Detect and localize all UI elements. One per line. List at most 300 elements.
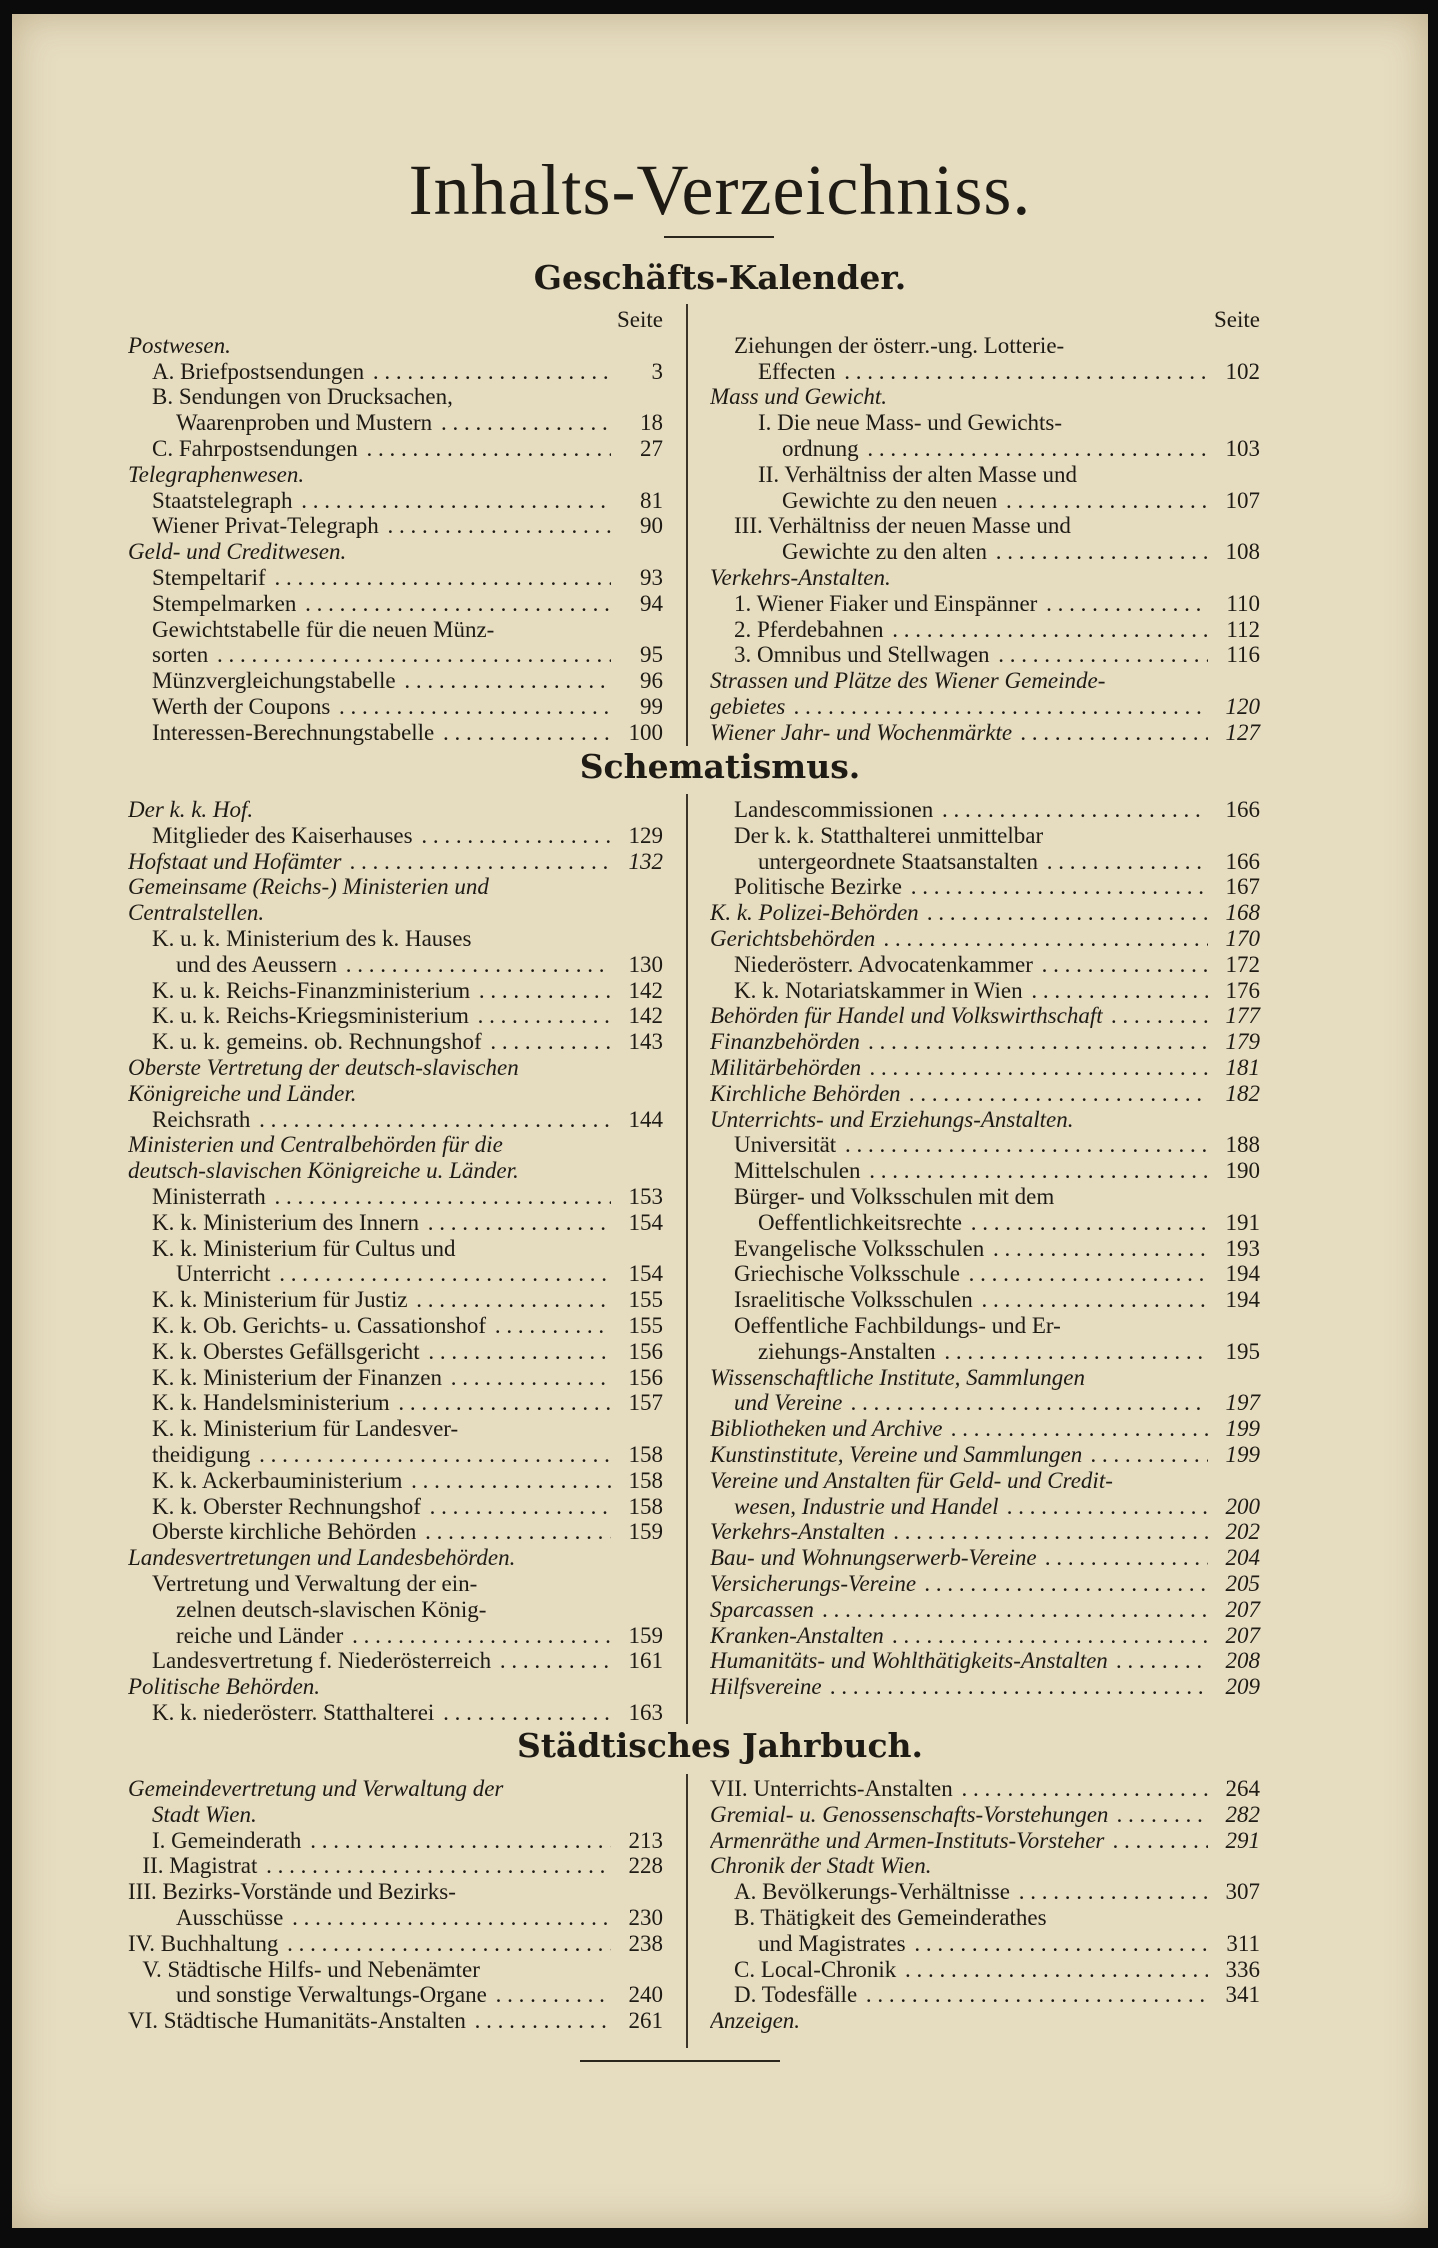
- page-number: 172: [1212, 952, 1260, 978]
- toc-entry: [710, 1210, 1260, 1236]
- toc-entry-label: K. k. Oberster Rechnungshof: [152, 1494, 424, 1519]
- toc-entry: [128, 384, 663, 410]
- toc-entry-label: wesen, Industrie und Handel: [734, 1494, 1001, 1519]
- page-number: 230: [615, 1905, 663, 1931]
- page-number: 108: [1212, 539, 1260, 565]
- toc-category: [710, 900, 1260, 926]
- toc-entry-label: Der k. k. Hof.: [128, 797, 256, 822]
- page-number: 197: [1212, 1390, 1260, 1416]
- page-number: 240: [615, 1982, 663, 2008]
- toc-entry: [128, 1519, 663, 1545]
- toc-entry-label: Ausschüsse: [176, 1905, 286, 1930]
- page-number: 207: [1212, 1623, 1260, 1649]
- toc-entry: [128, 1184, 663, 1210]
- toc-entry: [710, 1339, 1260, 1365]
- toc-category: [128, 1545, 663, 1571]
- page-number: 158: [615, 1468, 663, 1494]
- page-number: 158: [615, 1494, 663, 1520]
- toc-entry-label: Oeffentlichkeitsrechte: [758, 1210, 965, 1235]
- page-number: 168: [1212, 900, 1260, 926]
- toc-entry-label: K. k. Handelsministerium: [152, 1390, 393, 1415]
- toc-entry-label: K. k. Polizei-Behörden: [710, 900, 922, 925]
- toc-entry-label: Universität: [734, 1132, 839, 1157]
- toc-entry-label: Geld- und Creditwesen.: [128, 539, 349, 564]
- toc-entry: [128, 694, 663, 720]
- column-divider: [686, 304, 688, 746]
- toc-entry-label: gebietes: [710, 694, 788, 719]
- column-divider: [686, 794, 688, 1724]
- toc-entry-label: Versicherungs-Vereine: [710, 1571, 919, 1596]
- toc-entry: [128, 720, 663, 746]
- toc-entry-label: Unterrichts- und Erziehungs-Anstalten.: [710, 1107, 1077, 1132]
- toc-entry: [128, 1879, 663, 1905]
- toc-entry-label: Stempeltarif: [152, 565, 269, 590]
- toc-category: [710, 1365, 1260, 1391]
- toc-column-left: [128, 1776, 663, 2034]
- toc-entry-label: K. k. Notariatskammer in Wien: [734, 978, 1026, 1003]
- page-number: 181: [1212, 1055, 1260, 1081]
- toc-entry: [128, 952, 663, 978]
- toc-entry-label: Gremial- u. Genossenschafts-Vorstehungen: [710, 1802, 1111, 1827]
- toc-entry-label: B. Sendungen von Drucksachen,: [152, 384, 456, 409]
- toc-category: [128, 1132, 663, 1158]
- toc-entry: [710, 617, 1260, 643]
- toc-entry-label: sorten: [152, 642, 211, 667]
- toc-entry: [128, 642, 663, 668]
- toc-entry: [128, 565, 663, 591]
- toc-entry-label: Oberste kirchliche Behörden: [152, 1519, 419, 1544]
- section-heading-staedtisches-jahrbuch: Städtisches Jahrbuch.: [516, 1726, 924, 1765]
- toc-category: [128, 539, 663, 565]
- toc-entry-label: Effecten: [758, 359, 838, 384]
- toc-entry-label: Kunstinstitute, Vereine und Sammlungen: [710, 1442, 1085, 1467]
- toc-entry: [710, 1313, 1260, 1339]
- toc-entry-label: K. k. Ministerium des Innern: [152, 1210, 422, 1235]
- toc-entry-label: Stempelmarken: [152, 591, 299, 616]
- toc-entry: [128, 488, 663, 514]
- page-number: 194: [1212, 1261, 1260, 1287]
- toc-category: [710, 1494, 1260, 1520]
- toc-entry-label: Landesvertretung f. Niederösterreich: [152, 1648, 494, 1673]
- toc-entry: [710, 462, 1260, 488]
- toc-column-right: [710, 1776, 1260, 2034]
- toc-entry-label: ordnung: [782, 436, 862, 461]
- toc-entry-label: K. u. k. Ministerium des k. Hauses: [152, 926, 474, 951]
- toc-entry-label: reiche und Länder: [176, 1623, 346, 1648]
- toc-entry-label: Chronik der Stadt Wien.: [710, 1853, 934, 1878]
- toc-entry-label: Mass und Gewicht.: [710, 384, 890, 409]
- page-number: 95: [615, 642, 663, 668]
- toc-entry: [128, 1339, 663, 1365]
- page-number: 129: [615, 823, 663, 849]
- page-number: 142: [615, 1003, 663, 1029]
- toc-entry-label: C. Fahrpostsendungen: [152, 436, 361, 461]
- page-number: 199: [1212, 1442, 1260, 1468]
- page-number: 205: [1212, 1571, 1260, 1597]
- toc-entry: [128, 617, 663, 643]
- page-number: 116: [1212, 642, 1260, 668]
- page-number: 207: [1212, 1597, 1260, 1623]
- page-number: 161: [615, 1648, 663, 1674]
- toc-category: [710, 668, 1260, 694]
- toc-entry-label: I. Die neue Mass- und Gewichts-: [758, 410, 1065, 435]
- toc-category: [128, 333, 663, 359]
- toc-entry-label: A. Briefpostsendungen: [152, 359, 367, 384]
- toc-entry: [128, 1287, 663, 1313]
- toc-category: [710, 1029, 1260, 1055]
- page-number: 177: [1212, 1003, 1260, 1029]
- toc-category: [710, 926, 1260, 952]
- toc-entry-label: Wiener Jahr- und Wochenmärkte: [710, 720, 1015, 745]
- page-number: 18: [615, 410, 663, 436]
- toc-category: [710, 1442, 1260, 1468]
- toc-entry: [710, 1879, 1260, 1905]
- page-title: Inhalts-Verzeichniss.: [408, 150, 1032, 230]
- toc-entry-label: Behörden für Handel und Volkswirthschaft: [710, 1003, 1106, 1028]
- toc-category: [710, 1597, 1260, 1623]
- toc-entry: [710, 1132, 1260, 1158]
- toc-entry: [710, 1236, 1260, 1262]
- page-number: 153: [615, 1184, 663, 1210]
- toc-entry-label: Landescommissionen: [734, 797, 936, 822]
- toc-entry: [128, 410, 663, 436]
- column-divider: [686, 1774, 688, 2048]
- toc-entry-label: und Magistrates: [758, 1931, 909, 1956]
- toc-category: [128, 1055, 663, 1081]
- toc-entry: [128, 1571, 663, 1597]
- page-number: 142: [615, 978, 663, 1004]
- toc-entry-label: 1. Wiener Fiaker und Einspänner: [734, 591, 1040, 616]
- toc-entry-label: Telegraphenwesen.: [128, 462, 307, 487]
- toc-entry: [128, 1003, 663, 1029]
- page-column-header: Seite: [1214, 307, 1260, 332]
- toc-entry-label: und des Aeussern: [176, 952, 340, 977]
- toc-entry-label: Werth der Coupons: [152, 694, 333, 719]
- toc-entry-label: K. k. Ministerium für Cultus und: [152, 1236, 458, 1261]
- toc-category: [710, 1390, 1260, 1416]
- page-number: 213: [615, 1828, 663, 1854]
- toc-entry: [128, 1828, 663, 1854]
- toc-column-right: [710, 307, 1260, 746]
- toc-entry-label: Wissenschaftliche Institute, Sammlungen: [710, 1365, 1088, 1390]
- page-number: 194: [1212, 1287, 1260, 1313]
- toc-entry-label: Politische Bezirke: [734, 874, 905, 899]
- toc-entry: [128, 823, 663, 849]
- toc-entry-label: Vereine und Anstalten für Geld- und Credit-: [710, 1468, 1116, 1493]
- page-number: 182: [1212, 1081, 1260, 1107]
- toc-entry: [710, 591, 1260, 617]
- toc-entry-label: III. Bezirks-Vorstände und Bezirks-: [128, 1879, 459, 1904]
- toc-category: [710, 1107, 1260, 1133]
- page-number: 143: [615, 1029, 663, 1055]
- page-number: 199: [1212, 1416, 1260, 1442]
- toc-entry: [710, 539, 1260, 565]
- toc-entry: [710, 1261, 1260, 1287]
- page-number: 188: [1212, 1132, 1260, 1158]
- toc-entry: [710, 1905, 1260, 1931]
- toc-entry: [128, 1853, 663, 1879]
- toc-entry-label: K. k. Ministerium der Finanzen: [152, 1365, 445, 1390]
- toc-entry-label: K. k. niederösterr. Statthalterei: [152, 1700, 437, 1725]
- toc-entry-label: Interessen-Berechnungstabelle: [152, 720, 437, 745]
- toc-entry-label: Humanitäts- und Wohlthätigkeits-Anstalten: [710, 1648, 1111, 1673]
- page-number: 96: [615, 668, 663, 694]
- toc-entry-label: Gewichte zu den neuen: [782, 488, 1000, 513]
- toc-entry: [710, 513, 1260, 539]
- toc-entry-label: K. k. Ob. Gerichts- u. Cassationshof: [152, 1313, 489, 1338]
- toc-category: [710, 1828, 1260, 1854]
- page-number: 341: [1212, 1982, 1260, 2008]
- toc-category: [710, 1416, 1260, 1442]
- toc-category: [128, 797, 663, 823]
- toc-entry-label: Königreiche und Länder.: [128, 1081, 360, 1106]
- page-number: 261: [615, 2008, 663, 2034]
- page-number: 190: [1212, 1158, 1260, 1184]
- toc-entry: [710, 359, 1260, 385]
- page-number: 166: [1212, 797, 1260, 823]
- page-number: 155: [615, 1313, 663, 1339]
- toc-entry-label: Evangelische Volksschulen: [734, 1236, 987, 1261]
- toc-entry: [128, 1494, 663, 1520]
- page-number: 307: [1212, 1879, 1260, 1905]
- toc-entry: [710, 797, 1260, 823]
- toc-entry: [710, 952, 1260, 978]
- section-heading-geschaefts-kalender: Geschäfts-Kalender.: [533, 258, 907, 297]
- toc-entry-label: V. Städtische Hilfs- und Nebenämter: [142, 1957, 482, 1982]
- toc-category: [128, 900, 663, 926]
- toc-entry-label: Centralstellen.: [128, 900, 267, 925]
- page-number: 3: [615, 359, 663, 385]
- page-number: 156: [615, 1339, 663, 1365]
- page-number: 159: [615, 1623, 663, 1649]
- toc-entry: [128, 978, 663, 1004]
- toc-category: [710, 384, 1260, 410]
- toc-entry: [128, 1957, 663, 1983]
- toc-entry-label: Anzeigen.: [710, 2008, 803, 2033]
- toc-entry-label: Wiener Privat-Telegraph: [152, 513, 382, 538]
- toc-entry: [128, 1905, 663, 1931]
- toc-entry-label: Unterricht: [176, 1261, 274, 1286]
- toc-category: [710, 1081, 1260, 1107]
- toc-entry: [710, 1287, 1260, 1313]
- toc-entry-label: K. k. Ministerium für Justiz: [152, 1287, 411, 1312]
- toc-entry: [710, 333, 1260, 359]
- toc-entry: [710, 488, 1260, 514]
- toc-entry: [710, 849, 1260, 875]
- page-number: 170: [1212, 926, 1260, 952]
- toc-entry-label: Vertretung und Verwaltung der ein-: [152, 1571, 480, 1596]
- toc-entry-label: Gewichte zu den alten: [782, 539, 990, 564]
- toc-entry-label: Militärbehörden: [710, 1055, 864, 1080]
- page-number: 264: [1212, 1776, 1260, 1802]
- toc-entry-label: Landesvertretungen und Landesbehörden.: [128, 1545, 518, 1570]
- page-number: 99: [615, 694, 663, 720]
- toc-entry: [128, 668, 663, 694]
- toc-entry: [128, 1365, 663, 1391]
- toc-entry-label: Mitglieder des Kaiserhauses: [152, 823, 416, 848]
- page-number: 102: [1212, 359, 1260, 385]
- toc-entry-label: Oberste Vertretung der deutsch-slavischen: [128, 1055, 522, 1080]
- closing-rule: [580, 2060, 780, 2062]
- page-number: 202: [1212, 1519, 1260, 1545]
- page-number: 208: [1212, 1648, 1260, 1674]
- toc-entry-label: Gemeinsame (Reichs-) Ministerien und: [128, 874, 492, 899]
- toc-entry: [710, 874, 1260, 900]
- toc-entry-label: Ziehungen der österr.-ung. Lotterie-: [734, 333, 1067, 358]
- toc-category: [128, 1674, 663, 1700]
- toc-entry: [710, 823, 1260, 849]
- page-number: 112: [1212, 617, 1260, 643]
- toc-category: [710, 1802, 1260, 1828]
- toc-entry: [710, 1931, 1260, 1957]
- page-number: 204: [1212, 1545, 1260, 1571]
- toc-entry: [710, 1184, 1260, 1210]
- toc-entry: [128, 926, 663, 952]
- title-rule: [664, 236, 774, 238]
- toc-entry-label: Staatstelegraph: [152, 488, 296, 513]
- toc-entry: [128, 1029, 663, 1055]
- toc-category: [710, 2008, 1260, 2034]
- toc-category: [710, 1571, 1260, 1597]
- toc-entry-label: VI. Städtische Humanitäts-Anstalten: [128, 2008, 469, 2033]
- page-number: 120: [1212, 694, 1260, 720]
- toc-entry-label: Hofstaat und Hofämter: [128, 849, 344, 874]
- page-number: 179: [1212, 1029, 1260, 1055]
- toc-entry-label: Finanzbehörden: [710, 1029, 863, 1054]
- toc-entry-label: Verkehrs-Anstalten.: [710, 565, 894, 590]
- toc-category: [710, 1468, 1260, 1494]
- page-number: 110: [1212, 591, 1260, 617]
- page-number: 100: [615, 720, 663, 746]
- toc-entry-label: K. k. Oberstes Gefällsgericht: [152, 1339, 423, 1364]
- toc-entry-label: K. k. Ministerium für Landesver-: [152, 1416, 461, 1441]
- toc-entry-label: Niederösterr. Advocatenkammer: [734, 952, 1036, 977]
- toc-entry-label: I. Gemeinderath: [152, 1828, 304, 1853]
- toc-entry-label: ziehungs-Anstalten: [758, 1339, 939, 1364]
- toc-entry: [710, 436, 1260, 462]
- toc-entry-label: Oeffentliche Fachbildungs- und Er-: [734, 1313, 1064, 1338]
- toc-category: [128, 849, 663, 875]
- toc-entry: [710, 978, 1260, 1004]
- page-number: 127: [1212, 720, 1260, 746]
- toc-category: [128, 462, 663, 488]
- toc-entry: [128, 1623, 663, 1649]
- toc-entry: [128, 1236, 663, 1262]
- page-number: 90: [615, 513, 663, 539]
- toc-category: [128, 1081, 663, 1107]
- page-number: 159: [615, 1519, 663, 1545]
- toc-entry-label: und Vereine: [734, 1390, 845, 1415]
- toc-entry: [128, 513, 663, 539]
- toc-entry-label: Gerichtsbehörden: [710, 926, 878, 951]
- toc-entry-label: Ministerrath: [152, 1184, 269, 1209]
- toc-entry: [128, 1648, 663, 1674]
- toc-entry-label: K. u. k. gemeins. ob. Rechnungshof: [152, 1029, 485, 1054]
- toc-entry-label: Israelitische Volksschulen: [734, 1287, 976, 1312]
- toc-entry-label: K. u. k. Reichs-Finanzministerium: [152, 978, 473, 1003]
- page-number: 103: [1212, 436, 1260, 462]
- toc-entry-label: Bau- und Wohnungserwerb-Vereine: [710, 1545, 1040, 1570]
- page-sheet: [12, 14, 1428, 2228]
- toc-category: [710, 1648, 1260, 1674]
- page-number: 107: [1212, 488, 1260, 514]
- toc-entry-label: und sonstige Verwaltungs-Organe: [176, 1982, 490, 2007]
- toc-entry-label: Ministerien und Centralbehörden für die: [128, 1132, 506, 1157]
- toc-entry-label: II. Verhältniss der alten Masse und: [758, 462, 1080, 487]
- toc-entry-label: VII. Unterrichts-Anstalten: [710, 1776, 956, 1801]
- toc-entry: [128, 1700, 663, 1726]
- toc-category: [710, 1623, 1260, 1649]
- toc-entry-label: Kranken-Anstalten: [710, 1623, 887, 1648]
- toc-entry-label: D. Todesfälle: [734, 1982, 860, 2007]
- toc-entry-label: Waarenproben und Mustern: [176, 410, 435, 435]
- page-number: 291: [1212, 1828, 1260, 1854]
- page-number: 155: [615, 1287, 663, 1313]
- toc-entry-label: zelnen deutsch-slavischen König-: [176, 1597, 489, 1622]
- toc-entry-label: K. k. Ackerbauministerium: [152, 1468, 405, 1493]
- toc-entry-label: Münzvergleichungstabelle: [152, 668, 399, 693]
- toc-entry-label: Gewichtstabelle für die neuen Münz-: [152, 617, 497, 642]
- toc-entry: [710, 410, 1260, 436]
- toc-category: [710, 1674, 1260, 1700]
- toc-entry: [128, 1931, 663, 1957]
- toc-category: [710, 1545, 1260, 1571]
- page-number: 228: [615, 1853, 663, 1879]
- toc-entry: [710, 1158, 1260, 1184]
- page-number: 156: [615, 1365, 663, 1391]
- page-number: 163: [615, 1700, 663, 1726]
- toc-entry-label: Hilfsvereine: [710, 1674, 825, 1699]
- page-number: 154: [615, 1261, 663, 1287]
- toc-entry: [128, 1210, 663, 1236]
- toc-column-right: [710, 797, 1260, 1700]
- toc-entry: [710, 1982, 1260, 2008]
- toc-entry-label: Mittelschulen: [734, 1158, 863, 1183]
- toc-entry-label: Politische Behörden.: [128, 1674, 323, 1699]
- page-number: 193: [1212, 1236, 1260, 1262]
- page-number: 27: [615, 436, 663, 462]
- toc-entry-label: C. Local-Chronik: [734, 1957, 899, 1982]
- page-number: 132: [615, 849, 663, 875]
- page-number: 158: [615, 1442, 663, 1468]
- page-number: 282: [1212, 1802, 1260, 1828]
- page-column-header: Seite: [617, 307, 663, 332]
- toc-entry-label: Sparcassen: [710, 1597, 817, 1622]
- toc-entry-label: IV. Buchhaltung: [128, 1931, 281, 1956]
- toc-entry-label: Stadt Wien.: [152, 1802, 260, 1827]
- toc-entry-label: theidigung: [152, 1442, 253, 1467]
- toc-entry-label: II. Magistrat: [142, 1853, 260, 1878]
- toc-entry: [128, 2008, 663, 2034]
- page-number: 154: [615, 1210, 663, 1236]
- toc-entry-label: Armenräthe und Armen-Instituts-Vorsteher: [710, 1828, 1107, 1853]
- toc-entry: [128, 1313, 663, 1339]
- toc-column-left: [128, 307, 663, 746]
- toc-entry-label: A. Bevölkerungs-Verhältnisse: [734, 1879, 1013, 1904]
- toc-entry: [128, 359, 663, 385]
- toc-category: [710, 1003, 1260, 1029]
- toc-entry-label: Bibliotheken und Archive: [710, 1416, 945, 1441]
- page-number: 166: [1212, 849, 1260, 875]
- toc-category: [710, 1519, 1260, 1545]
- toc-entry: [128, 436, 663, 462]
- toc-entry-label: B. Thätigkeit des Gemeinderathes: [734, 1905, 1050, 1930]
- toc-category: [710, 720, 1260, 746]
- page-number: 238: [615, 1931, 663, 1957]
- toc-entry-label: Der k. k. Statthalterei unmittelbar: [734, 823, 1046, 848]
- page-number: 94: [615, 591, 663, 617]
- toc-entry-label: Griechische Volksschule: [734, 1261, 963, 1286]
